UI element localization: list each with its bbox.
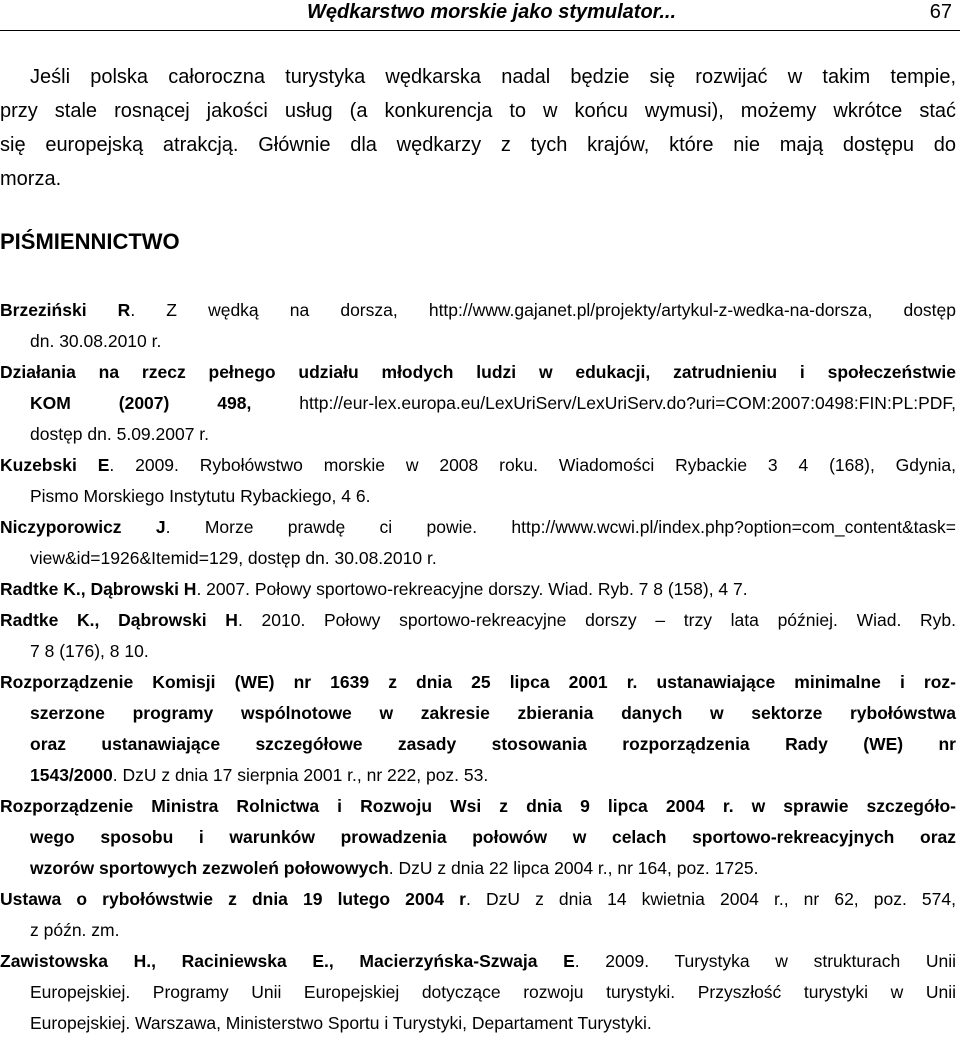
reference-text: . 2007. Połowy sportowo-rekreacyjne dorszy. Wiad. Ryb. 7 8 (158), 4 7. [196, 579, 748, 599]
reference-line [0, 822, 956, 853]
page-number: 67 [929, 1, 952, 23]
reference-entry [0, 574, 956, 605]
reference-text: . Morze prawdę ci powie. http://www.wcwi.pl/index.php?option=com_content&task= [165, 517, 956, 537]
reference-bold: oraz ustanawiające szczegółowe zasady stosowania rozporządzenia Rady (WE) nr [30, 734, 956, 754]
reference-bold: Działania na rzecz pełnego udziału młodych ludzi w edukacji, zatrudnieniu i społeczeństwie [0, 362, 956, 382]
reference-line [0, 977, 956, 1008]
reference-line [0, 791, 956, 822]
body-paragraph [0, 60, 956, 196]
reference-bold: Kuzebski E [0, 455, 110, 475]
reference-line [0, 853, 956, 884]
reference-bold: KOM (2007) 498, [30, 393, 252, 413]
reference-line [0, 605, 956, 636]
reference-entry [0, 884, 956, 946]
reference-bold: szerzone programy wspólnotowe w zakresie zbierania danych w sektorze rybołówstwa [30, 703, 956, 723]
reference-text: view&id=1926&Itemid=129, dostęp dn. 30.08.2010 r. [30, 548, 437, 568]
reference-entry [0, 946, 956, 1039]
reference-bold: wego sposobu i warunków prowadzenia połowów w celach sportowo-rekreacyjnych oraz [30, 827, 956, 847]
reference-line [0, 357, 956, 388]
reference-text: z późn. zm. [30, 920, 120, 940]
reference-bold: Radtke K., Dąbrowski H [0, 610, 238, 630]
reference-entry [0, 295, 956, 357]
reference-line [0, 946, 956, 977]
reference-text: . 2009. Rybołówstwo morskie w 2008 roku. Wiadomości Rybackie 3 4 (168), Gdynia, [109, 455, 956, 475]
reference-list [0, 295, 956, 1039]
section-heading: PIŚMIENNICTWO [0, 229, 180, 254]
paragraph-line: przy stale rosnącej jakości usług (a konkurencja to w końcu wymusi), możemy wkrótce stać [0, 100, 956, 122]
reference-bold: Ustawa o rybołówstwie z dnia 19 lutego 2004 r [0, 889, 466, 909]
reference-bold: Niczyporowicz J [0, 517, 166, 537]
reference-text: . DzU z dnia 22 lipca 2004 r., nr 164, poz. 1725. [388, 858, 759, 878]
running-header [0, 0, 960, 31]
reference-bold: Radtke K., Dąbrowski H [0, 579, 197, 599]
reference-line [0, 512, 956, 543]
reference-entry [0, 512, 956, 574]
reference-line [0, 543, 956, 574]
reference-entry [0, 667, 956, 791]
reference-text: . DzU z dnia 17 sierpnia 2001 r., nr 222, poz. 53. [112, 765, 489, 785]
paragraph-line: Jeśli polska całoroczna turystyka wędkarska nadal będzie się rozwijać w takim tempie, [30, 66, 956, 88]
reference-bold: 1543/2000 [30, 765, 113, 785]
reference-text: . DzU z dnia 14 kwietnia 2004 r., nr 62, poz. 574, [466, 889, 956, 909]
reference-line [0, 295, 956, 326]
reference-text: . Z wędką na dorsza, http://www.gajanet.pl/projekty/artykul-z-wedka-na-dorsza, dostęp [130, 300, 957, 320]
reference-line [0, 698, 956, 729]
reference-entry [0, 605, 956, 667]
reference-line [0, 481, 956, 512]
reference-line [0, 729, 956, 760]
paragraph-line: morza. [0, 168, 62, 190]
reference-line [0, 419, 956, 450]
running-header-title: Wędkarstwo morskie jako stymulator... [307, 1, 677, 23]
reference-text: . 2010. Połowy sportowo-rekreacyjne dorszy – trzy lata później. Wiad. Ryb. [237, 610, 956, 630]
reference-text: 7 8 (176), 8 10. [30, 641, 149, 661]
reference-bold: Zawistowska H., Raciniewska E., Macierzyńska-Szwaja E [0, 951, 575, 971]
reference-entry [0, 791, 956, 884]
reference-line [0, 760, 956, 791]
reference-line [0, 326, 956, 357]
reference-bold: Rozporządzenie Komisji (WE) nr 1639 z dnia 25 lipca 2001 r. ustanawiające minimalne i roz- [0, 672, 956, 692]
reference-line [0, 574, 956, 605]
reference-line [0, 388, 956, 419]
reference-line [0, 636, 956, 667]
reference-line [0, 915, 956, 946]
reference-text: dostęp dn. 5.09.2007 r. [30, 424, 210, 444]
reference-line [0, 884, 956, 915]
reference-text: Pismo Morskiego Instytutu Rybackiego, 4 6. [30, 486, 371, 506]
reference-bold: Brzeziński R [0, 300, 131, 320]
reference-bold: Rozporządzenie Ministra Rolnictwa i Rozwoju Wsi z dnia 9 lipca 2004 r. w sprawie szczegóło- [0, 796, 956, 816]
reference-text: dn. 30.08.2010 r. [30, 331, 162, 351]
reference-text: Europejskiej. Warszawa, Ministerstwo Sportu i Turystyki, Departament Turystyki. [30, 1013, 652, 1033]
reference-text: . 2009. Turystyka w strukturach Unii [574, 951, 956, 971]
paragraph-line: się europejską atrakcją. Głównie dla wędkarzy z tych krajów, które nie mają dostępu do [0, 134, 956, 156]
reference-entry [0, 450, 956, 512]
reference-text: Europejskiej. Programy Unii Europejskiej dotyczące rozwoju turystyki. Przyszłość turystyki w Unii [30, 982, 956, 1002]
reference-line [0, 1008, 956, 1039]
reference-line [0, 667, 956, 698]
reference-line [0, 450, 956, 481]
reference-bold: wzorów sportowych zezwoleń połowowych [30, 858, 389, 878]
reference-entry [0, 357, 956, 450]
reference-text: http://eur-lex.europa.eu/LexUriServ/LexUriServ.do?uri=COM:2007:0498:FIN:PL:PDF, [251, 393, 956, 413]
